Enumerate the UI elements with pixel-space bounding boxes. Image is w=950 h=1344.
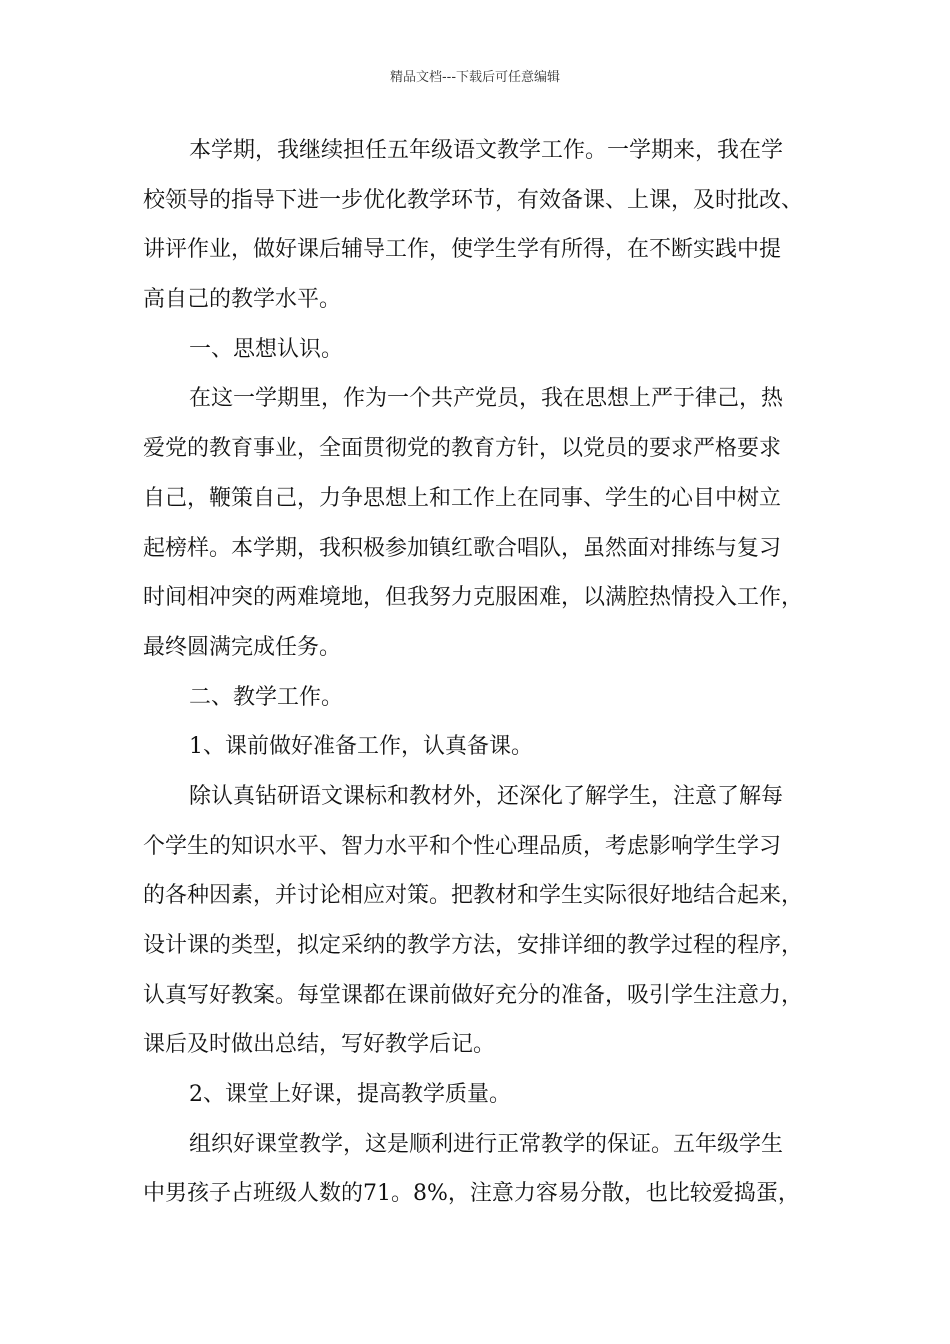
text-line: 校领导的指导下进一步优化教学环节，有效备课、上课，及时批改、 [143, 187, 804, 213]
text-line: 除认真钻研语文课标和教材外，还深化了解学生，注意了解每 [189, 783, 784, 809]
subsection-heading: 1、课前做好准备工作，认真备课。 [189, 734, 533, 760]
text-line: 课后及时做出总结，写好教学后记。 [143, 1032, 496, 1058]
text-line: 中男孩子占班级人数的71。8%，注意力容易分散，也比较爱捣蛋， [143, 1181, 800, 1207]
text-line: 爱党的教育事业，全面贯彻党的教育方针，以党员的要求严格要求 [143, 436, 782, 462]
text-line: 设计课的类型，拟定采纳的教学方法，安排详细的教学过程的程序， [143, 933, 804, 958]
document-body [143, 126, 833, 1219]
text-line: 最终圆满完成任务。 [143, 634, 342, 660]
section-heading: 一、思想认识。 [189, 336, 344, 362]
text-line: 认真写好教案。每堂课都在课前做好充分的准备，吸引学生注意力， [143, 982, 804, 1008]
text-line: 自己，鞭策自己，力争思想上和工作上在同事、学生的心目中树立 [143, 485, 782, 511]
text-line: 高自己的教学水平。 [143, 287, 342, 313]
text-line: 组织好课堂教学，这是顺利进行正常教学的保证。五年级学生 [189, 1131, 784, 1157]
text-line: 起榜样。本学期，我积极参加镇红歌合唱队，虽然面对排练与复习 [143, 535, 782, 561]
section-heading: 二、教学工作。 [189, 684, 344, 710]
text-line: 时间相冲突的两难境地，但我努力克服困难，以满腔热情投入工作， [143, 585, 804, 611]
page-header: 精品文档---下载后可任意编辑 [389, 70, 561, 85]
text-line: 在这一学期里，作为一个共产党员，我在思想上严于律己，热 [189, 386, 784, 412]
text-line: 的各种因素，并讨论相应对策。把教材和学生实际很好地结合起来， [143, 883, 804, 909]
text-line: 本学期，我继续担任五年级语文教学工作。一学期来，我在学 [189, 138, 784, 163]
text-line: 讲评作业，做好课后辅导工作，使学生学有所得，在不断实践中提 [143, 237, 782, 263]
text-line: 个学生的知识水平、智力水平和个性心理品质，考虑影响学生学习 [143, 833, 782, 859]
subsection-heading: 2、课堂上好课，提高教学质量。 [189, 1082, 511, 1108]
